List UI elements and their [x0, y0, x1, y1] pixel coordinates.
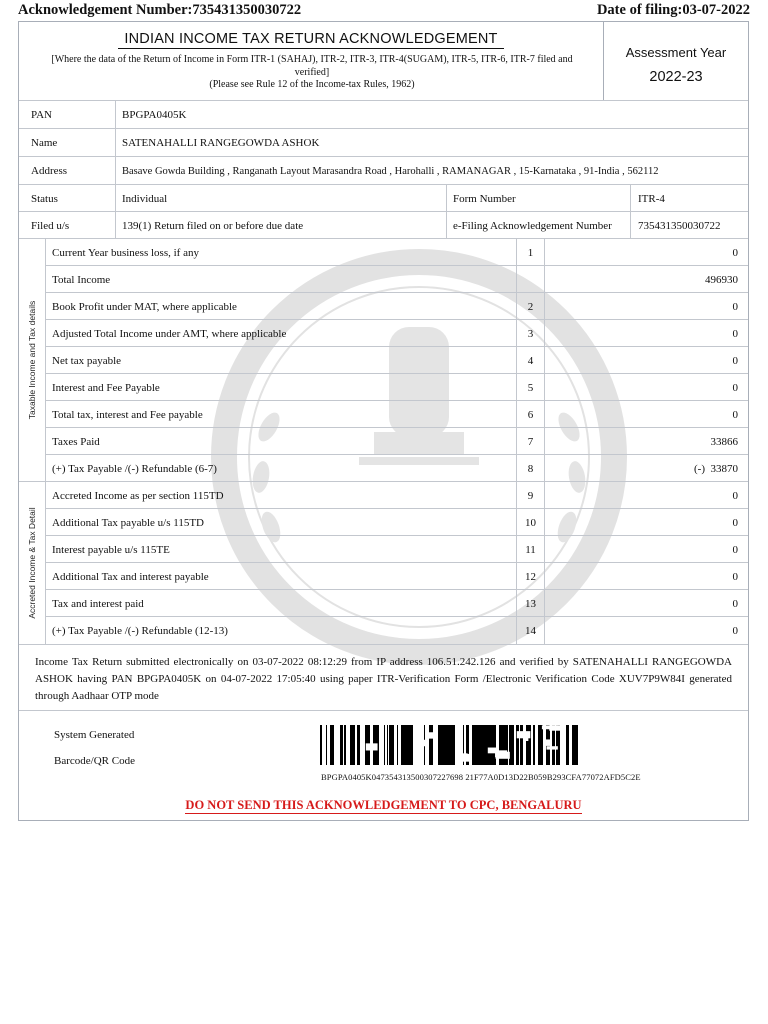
name-value: SATENAHALLI RANGEGOWDA ASHOK — [115, 129, 319, 157]
cpc-warning: DO NOT SEND THIS ACKNOWLEDGEMENT TO CPC, BENGALURU — [185, 798, 582, 812]
address-row: Address Basave Gowda Building , Ranganath Layout Marasandra Road , Harohalli , RAMANAGAR , 15-Karnataka , 91-India , 562112 — [19, 156, 748, 185]
barcode-text: BPGPA0405K047354313500307227698 21F77A0D13D22B059B293CFA77072AFD5C2E — [321, 772, 641, 782]
form-header — [19, 22, 748, 100]
barcode-image — [320, 725, 578, 765]
assessment-year-box: Assessment Year 2022-23 — [604, 22, 748, 100]
table-row: Interest payable u/s 115TE 11 0 — [46, 535, 748, 563]
table-row: Accreted Income as per section 115TD 9 0 — [46, 481, 748, 509]
status-row: Status Individual Form Number ITR-4 — [19, 184, 748, 212]
form-subtitle: [Where the data of the Return of Income in Form ITR-1 (SAHAJ), ITR-2, ITR-3, ITR-4(SUGAM), ITR-5, ITR-6, ITR-7 filed and verified] (Please see Rule 12 of the Income-tax Rules, 1962) — [51, 54, 573, 90]
table-row: Book Profit under MAT, where applicable 2 0 — [46, 292, 748, 320]
pan-row: PAN BPGPA0405K — [19, 100, 748, 129]
table-row: (+) Tax Payable /(-) Refundable (12-13) 14 0 — [46, 616, 748, 645]
pan-value: BPGPA0405K — [115, 101, 186, 129]
barcode-section: System Generated Barcode/QR Code BPGPA0405K047354313500307227698 21F77A0D13D22B059B293CFA77072AFD5C2E — [19, 710, 748, 795]
acknowledgement-form — [18, 21, 749, 821]
table-row: Net tax payable 4 0 — [46, 346, 748, 374]
filed-row: Filed u/s 139(1) Return filed on or before due date e-Filing Acknowledgement Number 735431350030722 — [19, 211, 748, 239]
table-row: Adjusted Total Income under AMT, where applicable 3 0 — [46, 319, 748, 347]
address-value: Basave Gowda Building , Ranganath Layout Marasandra Road , Harohalli , RAMANAGAR , 15-Karnataka , 91-India , 562112 — [115, 157, 658, 185]
table-row: Additional Tax and interest payable 12 0 — [46, 562, 748, 590]
name-row: Name SATENAHALLI RANGEGOWDA ASHOK — [19, 128, 748, 157]
taxable-section-label: Taxable Income and Tax details — [19, 238, 46, 481]
accreted-section-label: Accreted Income & Tax Detail — [19, 481, 46, 644]
efiling-number-value: 735431350030722 — [630, 212, 721, 239]
table-row: Taxes Paid 7 33866 — [46, 427, 748, 455]
table-row: Total Income 496930 — [46, 265, 748, 293]
table-row: Current Year business loss, if any 1 0 — [46, 238, 748, 266]
form-title: INDIAN INCOME TAX RETURN ACKNOWLEDGEMENT — [19, 31, 603, 47]
assessment-year-value: 2022-23 — [649, 69, 703, 85]
status-value: Individual — [115, 185, 167, 212]
table-row: Additional Tax payable u/s 115TD 10 0 — [46, 508, 748, 536]
date-of-filing: Date of filing:03-07-2022 — [596, 2, 750, 18]
table-row: Tax and interest paid 13 0 — [46, 589, 748, 617]
acknowledgement-number: Acknowledgement Number:735431350030722 — [18, 2, 302, 18]
table-row: Interest and Fee Payable 5 0 — [46, 373, 748, 401]
top-line — [18, 0, 750, 20]
filed-value: 139(1) Return filed on or before due date — [115, 212, 303, 239]
form-number-value: ITR-4 — [630, 185, 665, 212]
verification-declaration: Income Tax Return submitted electronically on 03-07-2022 08:12:29 from IP address 106.51.242.126 and verified by SATENAHALLI RANGEGOWDA ASHOK having PAN BPGPA0405K on 04-07-2022 17:05:40 using paper ITR-Verification Form /Electronic Verification Code XUV7P9W84I generated through Aadhaar OTP mode — [19, 644, 748, 710]
table-row: (+) Tax Payable /(-) Refundable (6-7) 8 (-) 33870 — [46, 454, 748, 482]
table-row: Total tax, interest and Fee payable 6 0 — [46, 400, 748, 428]
